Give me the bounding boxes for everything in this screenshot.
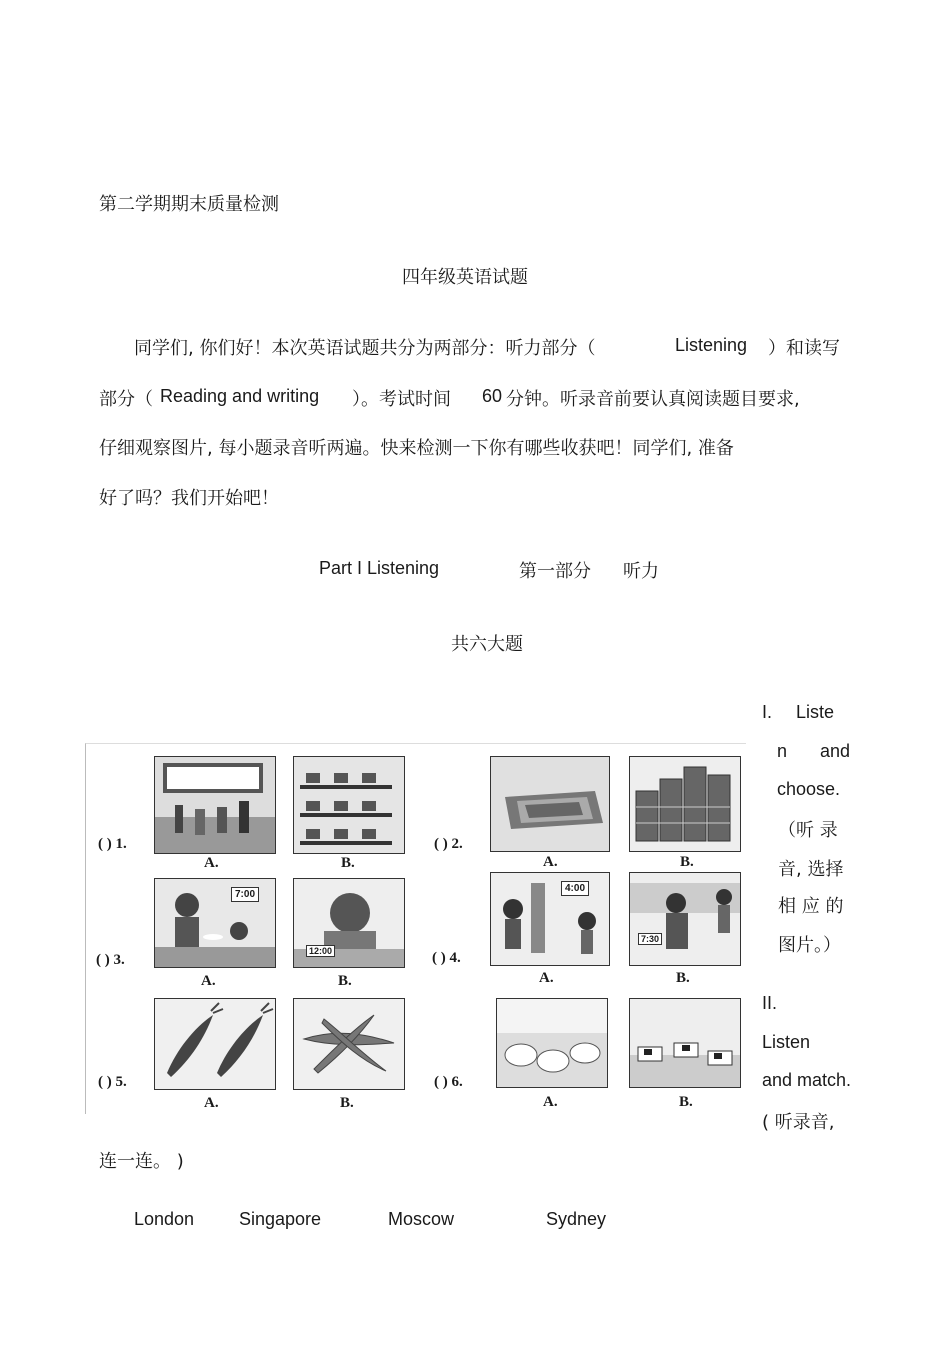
picture-5b[interactable]: [293, 998, 405, 1090]
section2-line: ( 听录音,: [762, 1112, 835, 1133]
part1-title-cn2: 听力: [623, 561, 659, 582]
intro-line2-a: 部分（: [99, 389, 153, 410]
picture-1a[interactable]: [154, 756, 276, 854]
clock-display: 7:00: [231, 887, 259, 902]
picture-grid: [85, 743, 746, 1114]
children-school-icon: [491, 873, 609, 965]
option-label: B.: [338, 973, 352, 989]
option-label: A.: [204, 1095, 219, 1111]
option-label: A.: [539, 970, 554, 986]
section1-line: n: [777, 741, 788, 761]
part1-title-en: Part I Listening: [319, 558, 440, 578]
question-number: ( ) 3.: [96, 952, 125, 968]
exam-term: 第二学期期末质量检测: [99, 194, 279, 215]
intro-line2-num: 60: [482, 386, 503, 406]
cows-icon: [630, 999, 740, 1087]
section1-line: （听 录: [778, 820, 838, 841]
question-number: ( ) 6.: [434, 1074, 463, 1090]
section1-line: Liste: [796, 702, 835, 722]
option-label: A.: [201, 973, 216, 989]
playground-icon: [491, 757, 609, 851]
library-books-icon: [630, 757, 740, 851]
part1-subtitle: 共六大题: [451, 634, 523, 655]
section1-line: choose.: [777, 779, 841, 799]
option-label: B.: [680, 854, 694, 870]
clock-display: 4:00: [561, 881, 589, 896]
city-label: Singapore: [239, 1209, 322, 1229]
option-label: B.: [341, 855, 355, 871]
section1-line: 相 应 的: [778, 896, 844, 917]
section1-line: 音, 选择: [778, 859, 844, 880]
intro-line2-c: 分钟。听录音前要认真阅读题目要求,: [506, 389, 800, 410]
question-number: ( ) 5.: [98, 1074, 127, 1090]
section1-line: I.: [762, 702, 773, 722]
option-label: A.: [543, 1094, 558, 1110]
picture-3a[interactable]: [154, 878, 276, 968]
section2-tail: 连一连。 ): [99, 1151, 184, 1172]
carrots-icon: [155, 999, 275, 1089]
option-label: B.: [340, 1095, 354, 1111]
classroom-teacher-icon: [155, 757, 275, 853]
picture-2b[interactable]: [629, 756, 741, 852]
question-number: ( ) 2.: [434, 836, 463, 852]
picture-4b[interactable]: [629, 872, 741, 966]
section2-line: II.: [762, 993, 778, 1013]
question-number: ( ) 4.: [432, 950, 461, 966]
picture-3b[interactable]: [293, 878, 405, 968]
city-label: London: [134, 1209, 195, 1229]
intro-line2-en: Reading and writing: [160, 386, 320, 406]
picture-6b[interactable]: [629, 998, 741, 1088]
part1-title-cn1: 第一部分: [519, 561, 591, 582]
picture-5a[interactable]: [154, 998, 276, 1090]
exam-title: 四年级英语试题: [402, 267, 528, 288]
intro-line3: 仔细观察图片, 每小题录音听两遍。快来检测一下你有哪些收获吧！同学们, 准备: [99, 438, 734, 459]
question-number: ( ) 1.: [98, 836, 127, 852]
section2-line: and match.: [762, 1070, 852, 1090]
option-label: B.: [679, 1094, 693, 1110]
section1-line: and: [820, 741, 851, 761]
city-label: Sydney: [546, 1209, 607, 1229]
children-leaving-icon: [630, 873, 740, 965]
intro-line1-a: 同学们, 你们好！本次英语试题共分为两部分：听力部分（: [134, 338, 596, 359]
sheep-icon: [497, 999, 607, 1087]
picture-2a[interactable]: [490, 756, 610, 852]
option-label: B.: [676, 970, 690, 986]
intro-line1-en: Listening: [675, 335, 748, 355]
section2-line: Listen: [762, 1032, 811, 1052]
option-label: A.: [543, 854, 558, 870]
picture-1b[interactable]: [293, 756, 405, 854]
green-beans-icon: [294, 999, 404, 1089]
picture-4a[interactable]: [490, 872, 610, 966]
section1-line: 图片。）: [778, 935, 841, 956]
clock-display: 12:00: [306, 945, 335, 957]
intro-line4: 好了吗？我们开始吧！: [99, 488, 279, 509]
clock-display: 7:30: [638, 933, 662, 945]
intro-line1-b: ）和读写: [768, 338, 840, 359]
city-label: Moscow: [388, 1209, 455, 1229]
computer-room-icon: [294, 757, 404, 853]
option-label: A.: [204, 855, 219, 871]
picture-6a[interactable]: [496, 998, 608, 1088]
intro-line2-b: ）。考试时间: [352, 389, 451, 410]
